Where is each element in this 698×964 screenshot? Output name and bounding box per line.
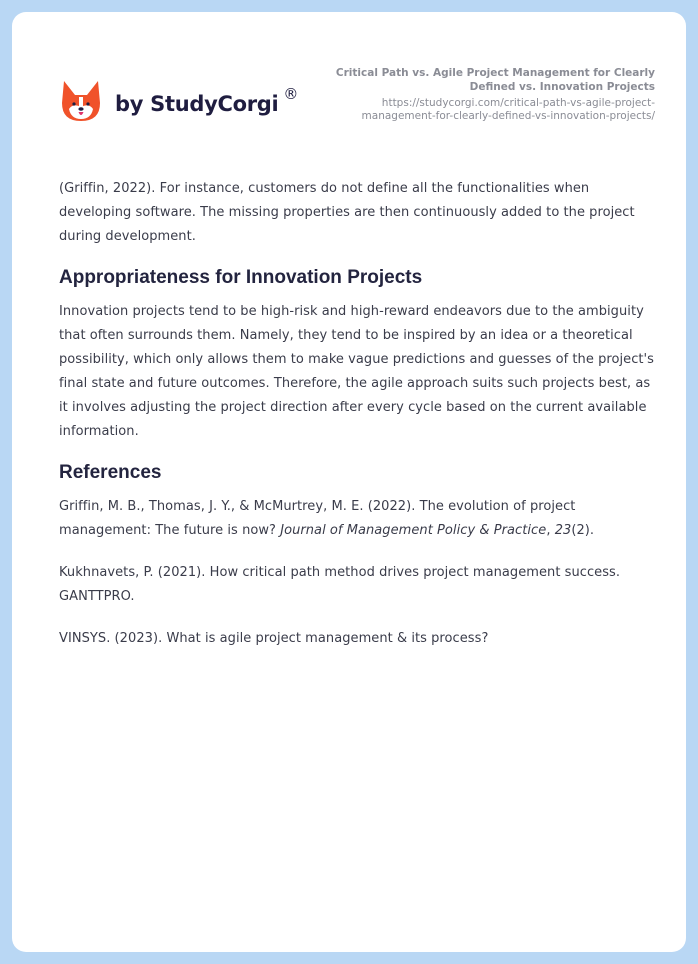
registered-mark: ®: [283, 85, 299, 103]
document-page: [12, 12, 686, 952]
reference-item: [59, 495, 659, 543]
reference-item: Kukhnavets, P. (2021). How critical path method drives project management success. GANTTPRO.: [59, 565, 621, 604]
document-title: Critical Path vs. Agile Project Management for Clearly Defined vs. Innovation Projects: [335, 67, 655, 93]
reference-issue: (2).: [571, 523, 595, 538]
reference-volume: 23: [554, 523, 572, 538]
references-heading: References: [59, 462, 162, 483]
reference-journal: Journal of Management Policy & Practice: [280, 523, 547, 538]
document-meta: [315, 66, 655, 123]
studycorgi-logo[interactable]: [61, 76, 298, 126]
reference-item: VINSYS. (2023). What is agile project management & its process?: [59, 631, 489, 646]
section-heading: Appropriateness for Innovation Projects: [59, 267, 423, 288]
reference-separator: ,: [546, 523, 555, 538]
document-url[interactable]: https://studycorgi.com/critical-path-vs-agile-project-management-for-clearly-defined-vs-innovation-projects/: [361, 97, 655, 122]
document-content: [59, 177, 659, 669]
intro-paragraph: (Griffin, 2022). For instance, customers do not define all the functionalities when developing software. The missing properties are then continuously added to the project during development.: [59, 181, 635, 244]
section-paragraph: Innovation projects tend to be high-risk and high-reward endeavors due to the ambiguity that often surrounds them. Namely, they tend to be inspired by an idea or a theoretical possibility, which only allows them to make vague predictions and guesses of the project's final state and future outcomes. Therefore, the agile approach suits such projects best, as it involves adjusting the project direction after every cycle based on the current available information.: [59, 304, 654, 439]
logo-text: by StudyCorgi: [115, 92, 279, 116]
reference-text: Griffin, M. B., Thomas, J. Y., & McMurtrey, M. E. (2022). The evolution of project management: The future is now?: [59, 499, 576, 538]
corgi-icon: [61, 79, 101, 123]
